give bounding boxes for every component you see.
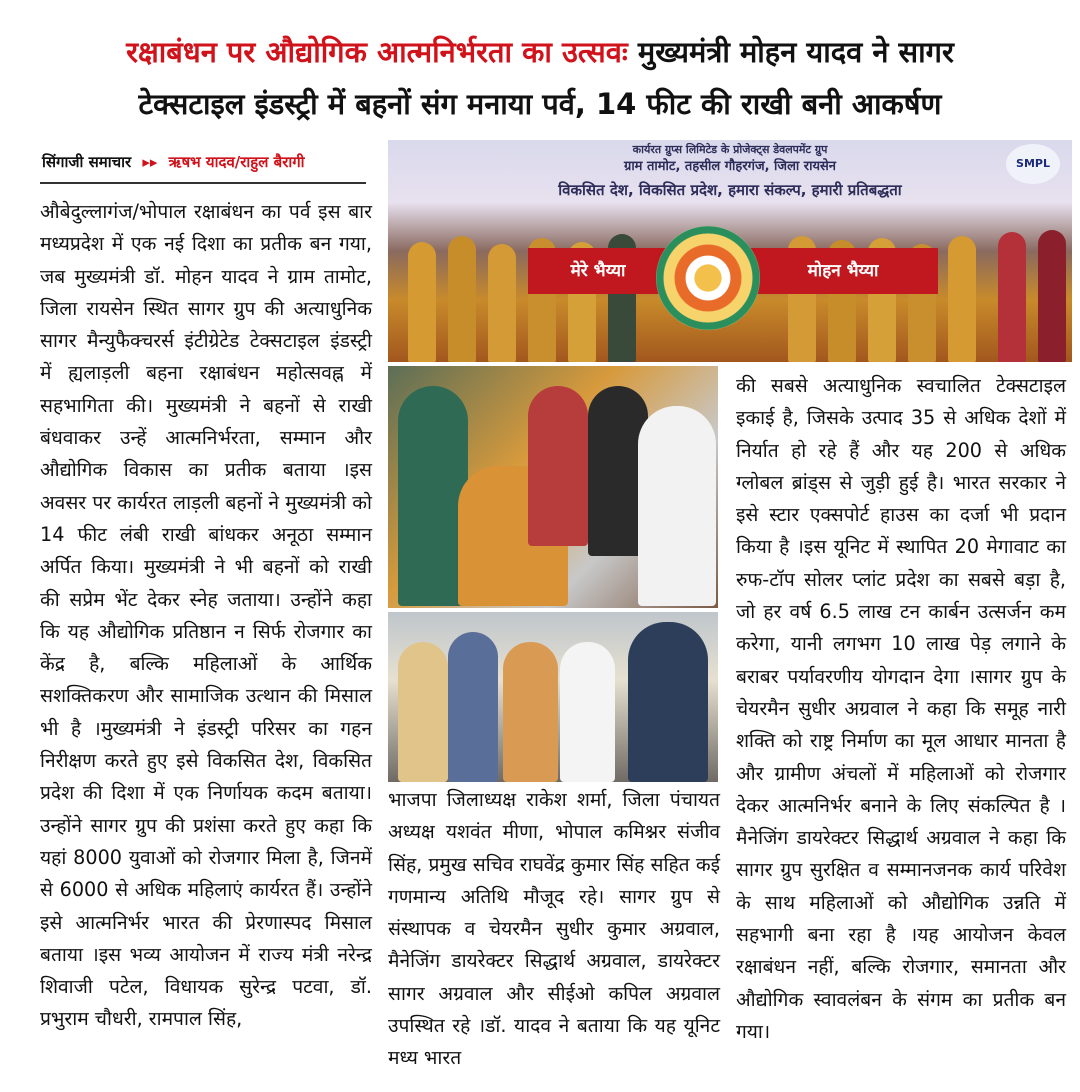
person-figure <box>560 642 615 782</box>
giant-rakhi-flower <box>656 226 760 330</box>
chief-minister-figure <box>638 406 716 606</box>
person-figure <box>628 622 708 782</box>
byline-separator: ▸▸ <box>142 153 158 171</box>
headline-black-part: मुख्यमंत्री मोहन यादव ने सागर <box>637 35 954 69</box>
byline-rule <box>40 182 366 184</box>
photo-backdrop-slogan: विकसित देश, विकसित प्रदेश, हमारा संकल्प, हमारी प्रतिबद्धता <box>558 181 902 199</box>
person-figure <box>998 232 1026 362</box>
smpl-logo: SMPL <box>1006 144 1060 184</box>
person-figure <box>398 642 448 782</box>
publication-name: सिंगाजी समाचार <box>42 153 132 171</box>
byline <box>42 152 305 172</box>
person-figure <box>503 642 558 782</box>
woman-figure <box>528 386 588 546</box>
article-column-2: भाजपा जिलाध्यक्ष राकेश शर्मा, जिला पंचायत अध्यक्ष यशवंत मीणा, भोपाल कमिश्नर संजीव सिंह, प्रमुख सचिव राघवेंद्र कुमार सिंह सहित कई गणमान्य अतिथि मौजूद रहे। सागर ग्रुप से संस्थापक व चेयरमैन सुधीर कुमार अग्रवाल, मैनेजिंग डायरेक्टर सिद्धार्थ अग्रवाल, डायरेक्टर सागर अग्रवाल और सीईओ कपिल अग्रवाल उपस्थित रहे ।डॉ. यादव ने बताया कि यह यूनिट मध्य भारत <box>388 788 720 1070</box>
headline-red-part: रक्षाबंधन पर औद्योगिक आत्मनिर्भरता का उत्सवः <box>126 35 628 69</box>
rakhi-banner-left: मेरे भैय्या <box>528 248 668 294</box>
photo-factory-inspection <box>388 612 718 782</box>
person-figure <box>1038 230 1066 362</box>
photo-rakhi-ceremony <box>388 140 1072 362</box>
person-figure <box>448 236 476 362</box>
person-figure <box>448 632 498 782</box>
photo-backdrop-header: कार्यरत ग्रुप्स लिमिटेड के प्रोजेक्ट्स डेवलपमेंट ग्रुप <box>632 143 828 156</box>
headline-line-2: टेक्सटाइल इंडस्ट्री में बहनों संग मनाया पर्व, 14 फीट की राखी बनी आकर्षण <box>138 87 942 121</box>
person-figure <box>948 236 976 362</box>
headline-line-1 <box>0 32 1080 72</box>
photo-backdrop-location: ग्राम तामोट, तहसील गौहरगंज, जिला रायसेन <box>623 159 837 174</box>
byline-authors: ऋषभ यादव/राहुल बैरागी <box>168 153 305 171</box>
photo-tying-rakhi <box>388 366 718 608</box>
rakhi-banner-right: मोहन भैय्या <box>748 248 938 294</box>
person-figure <box>488 244 516 362</box>
person-figure <box>408 242 436 362</box>
article-column-3: की सबसे अत्याधुनिक स्वचालित टेक्सटाइल इकाई है, जिसके उत्पाद 35 से अधिक देशों में निर्यात हो रहे हैं और यह 200 से अधिक ग्लोबल ब्रांड्स से जुड़ी हुई है। भारत सरकार ने इसे स्टार एक्सपोर्ट हाउस का दर्जा भी प्रदान किया है ।इस यूनिट में स्थापित 20 मेगावाट का रुफ-टॉप सोलर प्लांट प्रदेश का सबसे बड़ा है, जो हर वर्ष 6.5 लाख टन कार्बन उत्सर्जन कम करेगा, यानी लगभग 10 लाख पेड़ लगाने के बराबर पर्यावरणीय योगदान देगा ।सागर ग्रुप के चेयरमैन सुधीर अग्रवाल ने कहा कि समूह नारी शक्ति को राष्ट्र निर्माण का मूल आधार मानता है और ग्रामीण अंचलों में महिलाओं को रोजगार देकर आत्मनिर्भर बनाने के लिए संकल्पित है ।मैनेजिंग डायरेक्टर सिद्धार्थ अग्रवाल ने कहा कि सागर ग्रुप सुरक्षित व सम्मानजनक कार्य परिवेश के साथ महिलाओं को औद्योगिक उन्नति में सहभागी बना रहा है ।यह आयोजन केवल रक्षाबंधन नहीं, बल्कि रोजगार, समानता और औद्योगिक स्वावलंबन के संगम का प्रतीक बन गया। <box>736 374 1066 1043</box>
article-column-1: औबेदुल्लागंज/भोपाल रक्षाबंधन का पर्व इस बार मध्यप्रदेश में एक नई दिशा का प्रतीक बन गया, जब मुख्यमंत्री डॉ. मोहन यादव ने ग्राम तामोट, जिला रायसेन स्थित सागर ग्रुप की अत्याधुनिक सागर मैन्युफैक्चरर्स इंटीग्रेटेड टेक्सटाइल इंडस्ट्री में ह्यलाड़ली बहना रक्षाबंधन महोत्सवह्न में सहभागिता की। मुख्यमंत्री ने बहनों से राखी बंधवाकर उन्हें आत्मनिर्भरता, सम्मान और औद्योगिक विकास का प्रतीक बताया ।इस अवसर पर कार्यरत लाड़ली बहनों ने मुख्यमंत्री को 14 फीट लंबी राखी बांधकर अनूठा सम्मान अर्पित किया। मुख्यमंत्री ने भी बहनों को राखी की सप्रेम भेंट देकर स्नेह जताया। उन्होंने कहा कि यह औद्योगिक प्रतिष्ठान न सिर्फ रोजगार का केंद्र है, बल्कि महिलाओं के आर्थिक सशक्तिकरण और सामाजिक उत्थान की मिसाल भी है ।मुख्यमंत्री ने इंडस्ट्री परिसर का गहन निरीक्षण करते हुए इसे विकसित देश, विकसित प्रदेश की दिशा में एक निर्णायक कदम बताया। उन्होंने सागर ग्रुप की प्रशंसा करते हुए कहा कि यहां 8000 युवाओं को रोजगार मिला है, जिनमें से 6000 से अधिक महिलाएं कार्यरत हैं। उन्होंने इसे आत्मनिर्भर भारत की प्रेरणास्पद मिसाल बताया ।इस भव्य आयोजन में राज्य मंत्री नरेन्द्र शिवाजी पटेल, विधायक सुरेन्द्र पटवा, डॉ. प्रभुराम चौधरी, रामपाल सिंह, <box>40 200 372 1031</box>
